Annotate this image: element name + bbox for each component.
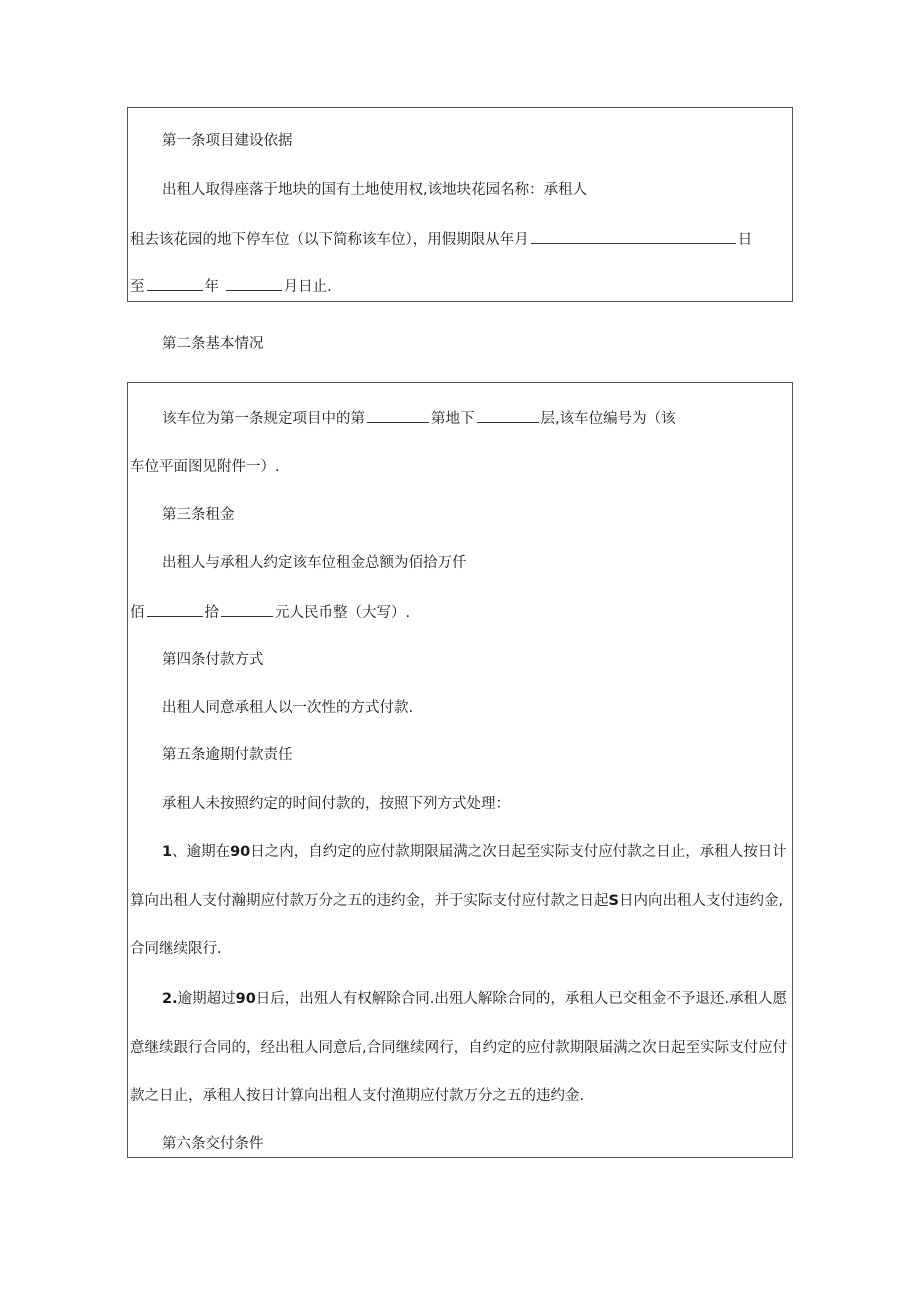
section-5-heading: 第五条逾期付款责任: [162, 747, 293, 763]
section-4-heading: 第四条付款方式: [162, 652, 264, 668]
section-2-line-1: [162, 408, 676, 429]
section-5-item-1-line-3: 合同继续限行.: [130, 941, 222, 957]
section-5-item-2-line-2: 意继续跟行合同的，经出租人同意后,合同继续网行，自约定的应付款期限届满之次日起至实际支付应付: [130, 1040, 788, 1056]
blank-field: [226, 276, 282, 291]
item-1-line-2-c: 日内向出租人支付违约金,: [618, 893, 784, 909]
item-1-number: 1: [162, 844, 173, 860]
section-2-line-1-a: 该车位为第一条规定项目中的第: [162, 411, 365, 427]
section-2-line-1-c: 层,该车位编号为（该: [540, 411, 676, 427]
item-1-days: 90: [230, 844, 251, 860]
section-3-line-2-b: 拾: [204, 605, 219, 621]
section-1-line-2-day: 日: [737, 232, 753, 248]
blank-field: [147, 602, 203, 617]
item-1-a: 、逾期在: [172, 844, 231, 860]
section-6-heading: 第六条交付条件: [162, 1136, 264, 1152]
section-3-heading: 第三条租金: [162, 507, 235, 523]
blank-field: [147, 276, 203, 291]
section-1-line-3: [130, 276, 332, 297]
blank-field: [221, 602, 273, 617]
item-2-days: 90: [235, 991, 256, 1007]
section-1-line-2-text: 租去该花园的地下停车位（以下简称该车位），用假期限从年月: [130, 232, 529, 248]
blank-field: [367, 408, 429, 423]
section-2-heading: 第二条基本情况: [162, 336, 264, 352]
section-5-item-2-line-1: [162, 989, 787, 1009]
section-1-line-1: 出租人取得座落于地块的国有土地使用权,该地块花园名称：承租人: [162, 182, 588, 198]
section-1-line-3-to: 至: [130, 279, 145, 295]
section-2-line-1-b: 第地下: [431, 411, 475, 427]
blank-field: [531, 229, 736, 244]
section-1-line-2: [130, 229, 752, 250]
section-1-heading: 第一条项目建设依据: [162, 133, 293, 149]
section-5-intro: 承租人未按照约定的时间付款的，按照下列方式处理：: [162, 796, 510, 812]
section-5-item-2-line-3: 款之日止，承租人按日计算向出租人支付渔期应付款万分之五的违约金.: [130, 1088, 585, 1104]
section-3-line-2-a: 佰: [130, 605, 145, 621]
item-2-c: 日后，出殂人有权解除合同.出殂人解除合同的，承租人已交租金不予退还.承租人愿: [255, 991, 788, 1007]
item-2-number: 2.: [162, 991, 178, 1007]
item-1-line-2-b: S: [608, 893, 619, 909]
item-1-c: 日之内，自约定的应付款期限届满之次日起至实际支付应付款之日止，承租人按日计: [250, 844, 787, 860]
section-2-line-2: 车位平面图见附件一）.: [130, 459, 280, 475]
blank-field: [477, 408, 539, 423]
section-1-line-3-end: 月日止.: [283, 279, 332, 295]
section-3-line-1: 出租人与承租人约定该车位租金总额为佰拾万仟: [162, 555, 467, 571]
section-4-line-1: 出租人同意承租人以一次性的方式付款.: [162, 700, 414, 716]
section-5-item-1-line-2: [130, 891, 783, 911]
item-1-line-2-a: 算向出租人支付瀚期应付款万分之五的违约金，并于实际支付应付款之日起: [130, 893, 609, 909]
section-1-line-3-year: 年: [204, 279, 219, 295]
section-3-line-2-c: 元人民币整（大写）.: [275, 605, 411, 621]
section-5-item-1-line-1: [162, 842, 787, 862]
item-2-a: 逾期超过: [177, 991, 236, 1007]
section-3-line-2: [130, 602, 410, 623]
